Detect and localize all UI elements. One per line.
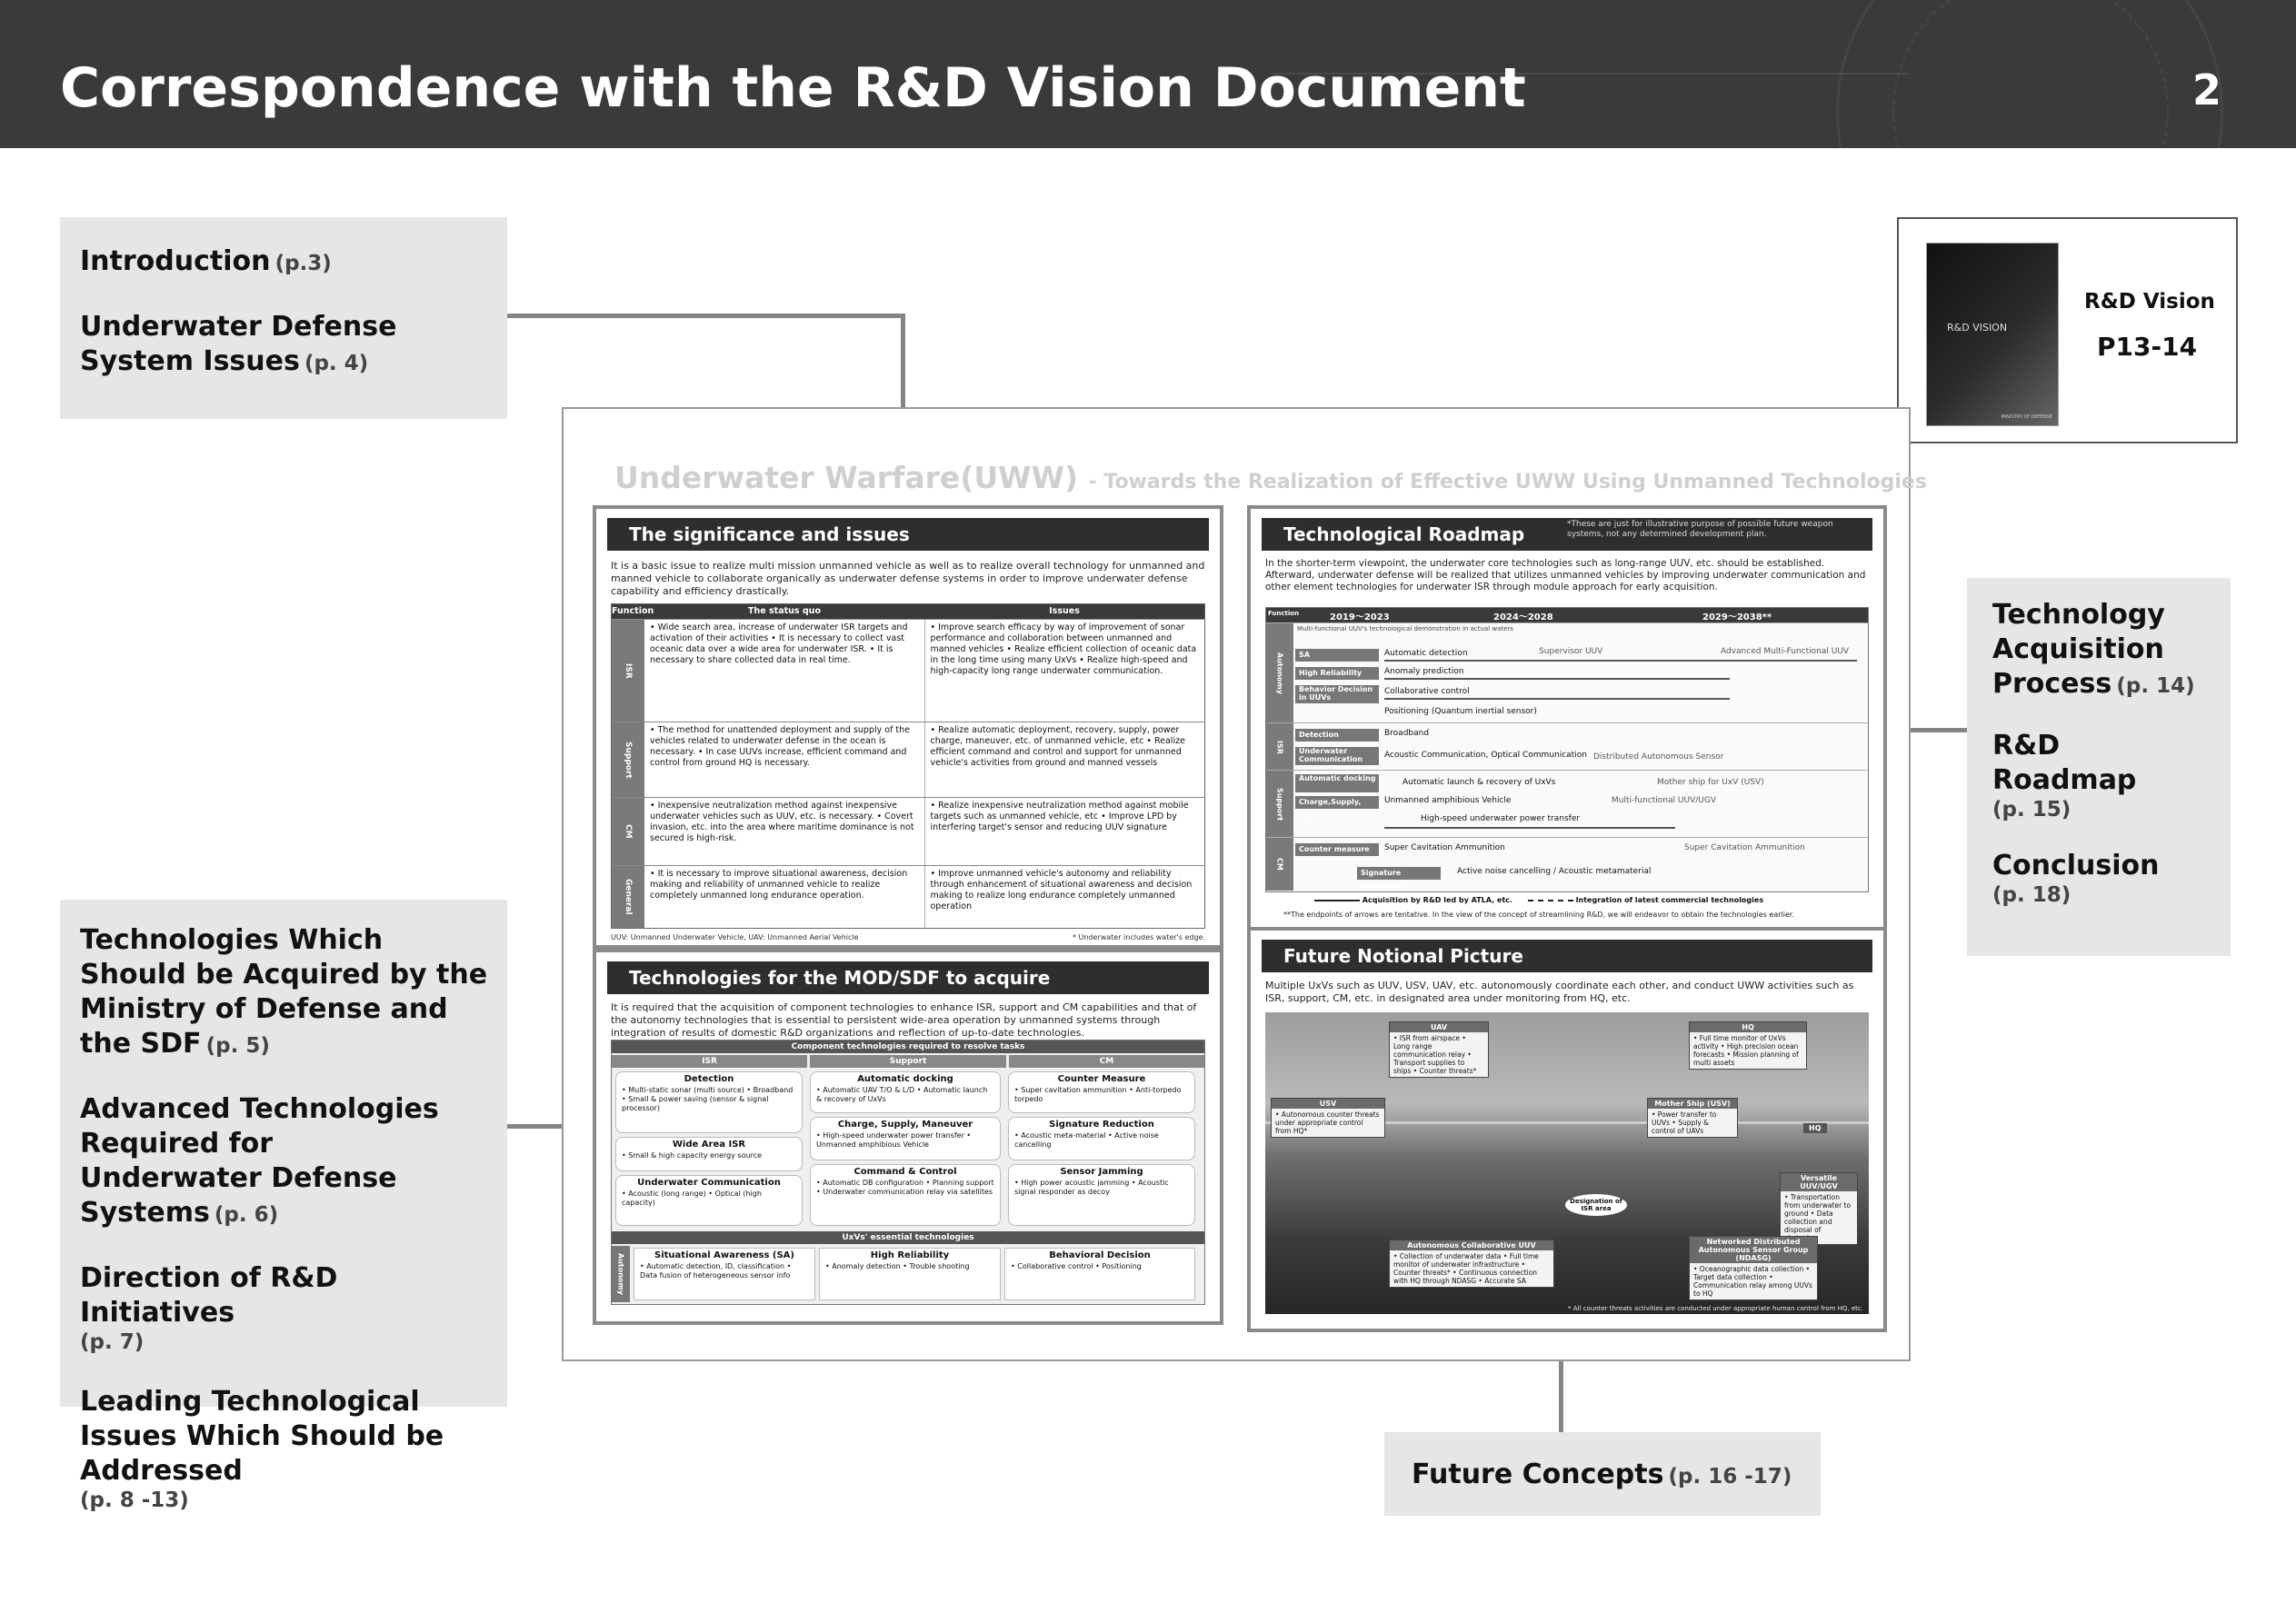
roadmap-label: Automatic docking	[1295, 774, 1379, 792]
roadmap-label: Behavior Decision in UUVs	[1295, 685, 1379, 703]
tech-title: Detection	[684, 1074, 734, 1084]
tech-title: Behavioral Decision	[1049, 1250, 1151, 1260]
tech-title: Underwater Communication	[637, 1178, 781, 1188]
column-header-support: Support	[810, 1055, 1005, 1068]
column-header-isr: ISR	[612, 1055, 807, 1068]
component-technologies	[611, 1040, 1205, 1305]
callout-head: USV	[1272, 1099, 1384, 1109]
entry-pages: (p. 14)	[2116, 674, 2195, 698]
tech-automatic-docking	[810, 1071, 1001, 1113]
roadmap-label: SA	[1295, 649, 1379, 662]
tech-detection	[615, 1071, 803, 1133]
entry-future-concepts[interactable]	[1412, 1458, 1821, 1492]
roadmap-item: Supervisor UUV	[1539, 647, 1603, 656]
callout-usv	[1271, 1098, 1385, 1138]
vision-reference-box	[1897, 217, 2238, 443]
tech-behavioral-decision	[1004, 1248, 1195, 1300]
panel-roadmap	[1247, 505, 1887, 932]
panel-intro: It is required that the acquisition of component technologies to enhance ISR, support and CM capabilities and that of the autonomy technologies that is essential to persistent wide-area operation by unmanned systems through integration of results of domestic R&D organizations and reflection of up-to-date technologies.	[611, 1001, 1197, 1039]
roadmap-arrow	[1384, 827, 1675, 829]
callout-body: • Power transfer to UUVs • Supply & control of UAVs	[1652, 1110, 1717, 1135]
tech-lines: • Automatic UAV T/O & L/D • Automatic launch & recovery of UxVs	[816, 1086, 988, 1103]
callout-head: HQ	[1690, 1022, 1806, 1032]
table-function: General	[612, 866, 644, 928]
tech-lines: • Multi-static sonar (multi source) • Broadband • Small & power saving (sensor & signal processor)	[622, 1086, 794, 1112]
roadmap-item: Mother ship for UxV (USV)	[1657, 778, 1764, 787]
vision-cover-thumbnail[interactable]	[1926, 243, 2059, 426]
callout-autonomous-uuv	[1389, 1240, 1554, 1288]
entry-introduction[interactable]	[80, 244, 487, 279]
roadmap-item: Automatic launch & recovery of UxVs	[1403, 778, 1556, 787]
panel-future	[1247, 927, 1887, 1332]
entry-pages: (p. 18)	[1992, 883, 2071, 907]
roadmap-item: Unmanned amphibious Vehicle	[1384, 796, 1512, 805]
callout-hq	[1689, 1021, 1807, 1070]
tech-title: Signature Reduction	[1049, 1120, 1154, 1130]
tech-lines: • Acoustic (long range) • Optical (high capacity)	[622, 1190, 762, 1207]
tech-counter-measure	[1008, 1071, 1195, 1113]
tech-title: Sensor Jamming	[1060, 1167, 1143, 1177]
tech-high-reliability	[819, 1248, 1001, 1300]
autonomy-label: Autonomy	[612, 1246, 630, 1302]
roadmap-item: Multi-functional UUV's technological demonstration in actual waters	[1297, 625, 1513, 632]
roadmap-item: Advanced Multi-Functional UUV	[1721, 647, 1850, 656]
roadmap-item: Positioning (Quantum inertial sensor)	[1384, 707, 1537, 716]
document-heading-main: Underwater Warfare(UWW)	[614, 460, 1079, 495]
entry-title: Underwater Defense System Issues	[80, 311, 397, 377]
tech-title: Charge, Supply, Maneuver	[837, 1120, 973, 1130]
tech-lines: • Super cavitation ammunition • Anti-torpedo torpedo	[1014, 1086, 1182, 1103]
document-page-image	[562, 407, 1927, 1361]
callout-head: Networked Distributed Autonomous Sensor Group (NDASG)	[1690, 1237, 1817, 1263]
tech-title: Situational Awareness (SA)	[654, 1250, 794, 1260]
component-header: Component technologies required to resolve tasks	[612, 1041, 1204, 1053]
roadmap-label: Counter measure	[1295, 843, 1379, 856]
significance-table	[611, 603, 1205, 929]
tech-lines: • Small & high capacity energy source	[622, 1151, 763, 1160]
column-header-cm: CM	[1009, 1055, 1204, 1068]
legend-solid: Acquisition by R&D led by ATLA, etc.	[1362, 896, 1512, 904]
entry-pages: (p. 7)	[80, 1330, 145, 1354]
table-function: Support	[612, 722, 644, 797]
callout-body: • Collection of underwater data • Full time monitor of underwater infrastructure • Counter threats* • Continuous connection with HQ through NDASG • Accurate SA	[1393, 1252, 1539, 1285]
callout-head: Autonomous Collaborative UUV	[1390, 1240, 1553, 1250]
hq-label: HQ	[1803, 1123, 1827, 1133]
roadmap-item: High-speed underwater power transfer	[1421, 814, 1581, 823]
callout-body: • ISR from airspace • Long range communication relay • Transport supplies to ships • Counter threats*	[1393, 1034, 1477, 1075]
table-cell: • The method for unattended deployment and supply of the vehicles related to underwater defense in the ocean is necessary. • In case UUVs increase, efficient command and control from ground HQ is necessary.	[650, 725, 911, 768]
roadmap-arrow	[1384, 678, 1730, 680]
table-row	[612, 619, 1204, 722]
callout-body: • Transportation from underwater to ground • Data collection and disposal of	[1784, 1193, 1852, 1234]
tech-situational-awareness	[634, 1248, 815, 1300]
roadmap-legend	[1314, 896, 1763, 904]
panel-significance	[593, 505, 1223, 949]
tech-lines: • Acoustic meta-material • Active noise cancelling	[1014, 1131, 1159, 1149]
roadmap-item: Broadband	[1384, 729, 1430, 738]
table-row	[612, 722, 1204, 797]
callout-mother-ship	[1647, 1098, 1738, 1138]
scene-footnote: * All counter threats activities are conducted under appropriate human control from HQ, etc.	[1568, 1305, 1863, 1312]
document-heading-sub: - Towards the Realization of Effective UWW Using Unmanned Technologies	[1088, 471, 1927, 493]
entry-rd-roadmap[interactable]	[1992, 729, 2212, 821]
table-function: ISR	[612, 620, 644, 722]
tech-command-control	[810, 1164, 1001, 1226]
future-scene-illustration	[1265, 1012, 1869, 1314]
table-cell: • It is necessary to improve situational awareness, decision making and reliability of unmanned vehicle to realize completely unmanned long endurance operation.	[650, 869, 908, 901]
table-cell: • Wide search area, increase of underwater ISR targets and activation of their activities • It is necessary to collect vast oceanic data over a wide area for underwater ISR. • It is necessary to share collected data in real time.	[650, 622, 908, 665]
roadmap-item: Multi-functional UUV/UGV	[1612, 796, 1716, 805]
period-label: 2029～2038**	[1702, 612, 1772, 622]
entry-title: Advanced Technologies Required for Underwater Defense Systems	[80, 1093, 439, 1229]
group-label: Autonomy	[1266, 623, 1293, 723]
roadmap-arrow	[1384, 660, 1857, 662]
callout-head: Versatile UUV/UGV	[1781, 1173, 1857, 1191]
section-box-future	[1384, 1432, 1821, 1516]
callout-body: • Oceanographic data collection • Target data collection • Communication relay among UUVs to HQ	[1693, 1265, 1812, 1298]
entry-pages: (p. 16 -17)	[1668, 1465, 1792, 1489]
entry-pages: (p.3)	[275, 252, 332, 275]
entry-pages: (p. 15)	[1992, 798, 2071, 821]
isr-area-label: Designation of ISR area	[1565, 1194, 1627, 1216]
vision-pages: P13-14	[2097, 332, 2198, 362]
entry-technologies-acquired[interactable]	[80, 923, 489, 1061]
entry-pages: (p. 8 -13)	[80, 1489, 189, 1512]
callout-head: UAV	[1390, 1022, 1488, 1032]
table-header	[612, 604, 1204, 619]
tech-lines: • Automatic detection, ID, classification • Data fusion of heterogeneous sensor info	[640, 1262, 792, 1279]
roadmap-item: Active noise cancelling / Acoustic metamaterial	[1457, 867, 1652, 876]
roadmap-item: Anomaly prediction	[1384, 667, 1464, 676]
roadmap-periods	[1266, 608, 1868, 622]
table-header-cell: The status quo	[748, 606, 821, 616]
roadmap-label: Signature Reduction	[1357, 867, 1441, 880]
table-row	[612, 865, 1204, 928]
page-title: Correspondence with the R&D Vision Document	[60, 56, 1526, 120]
roadmap-label: High Reliability	[1295, 667, 1379, 680]
table-cell: • Realize inexpensive neutralization method against mobile targets such as unmanned vehicle, etc • Improve LPD by interfering target's sensor and reducing UUV signature	[924, 798, 1205, 865]
roadmap-item: Acoustic Communication, Optical Communication	[1384, 751, 1587, 760]
entry-pages: (p. 6)	[214, 1203, 279, 1227]
callout-head: Mother Ship (USV)	[1648, 1099, 1737, 1109]
table-function: CM	[612, 798, 644, 865]
tech-wide-area-isr	[615, 1137, 803, 1171]
table-header-cell: Issues	[1049, 606, 1080, 616]
tech-lines: • Anomaly detection • Trouble shooting	[825, 1262, 970, 1270]
roadmap-row-isr	[1266, 722, 1868, 771]
entry-acquisition-process[interactable]	[1992, 598, 2220, 702]
section-box-issues	[60, 217, 507, 419]
roadmap-label: Detection	[1295, 729, 1379, 742]
callout-uav	[1389, 1021, 1489, 1078]
period-label: 2019～2023	[1330, 612, 1390, 622]
legend-dashed: Integration of latest commercial technologies	[1575, 896, 1764, 904]
roadmap-title: Technological Roadmap	[1283, 523, 1525, 545]
group-label: CM	[1266, 838, 1293, 891]
table-row	[612, 797, 1204, 865]
header-decoration-inner	[1892, 0, 2169, 148]
tech-charge-supply	[810, 1117, 1001, 1160]
group-label: ISR	[1266, 723, 1293, 771]
callout-body: • Full time monitor of UxVs activity • High precision ocean forecasts • Mission planning of multi assets	[1693, 1034, 1799, 1067]
roadmap-item: Super Cavitation Ammunition	[1384, 843, 1505, 852]
tech-lines: • High-speed underwater power transfer • Unmanned amphibious Vehicle	[816, 1131, 972, 1149]
panel-intro: It is a basic issue to realize multi mission unmanned vehicle as well as to realize overall technology for unmanned and manned vehicle to collaborate organically as underwater defense systems in order to improve underwater defense capability and efficiency drastically.	[611, 560, 1205, 597]
vision-label: R&D Vision	[2084, 290, 2215, 314]
section-box-technologies	[60, 900, 507, 1512]
panel-title: Future Notional Picture	[1262, 940, 1872, 972]
roadmap-footnote: **The endpoints of arrows are tentative. In the view of the concept of streamlining R&D, we will endeavor to obtain the technologies earlier.	[1283, 911, 1794, 919]
group-label: Support	[1266, 771, 1293, 838]
entry-direction-rd[interactable]	[80, 1261, 462, 1354]
roadmap-item: Distributed Autonomous Sensor	[1593, 752, 1724, 762]
table-footnote-left: UUV: Unmanned Underwater Vehicle, UAV: Unmanned Aerial Vehicle	[611, 933, 859, 941]
roadmap-item: Collaborative control	[1384, 687, 1470, 696]
entry-advanced-technologies[interactable]	[80, 1092, 453, 1230]
roadmap-note: *These are just for illustrative purpose of possible future weapon systems, not any determined development plan.	[1567, 520, 1833, 539]
roadmap-chart	[1265, 607, 1869, 892]
roadmap-arrow	[1384, 698, 1730, 700]
period-label: Function	[1268, 610, 1300, 617]
entry-underwater-issues[interactable]	[80, 310, 480, 379]
document-heading	[614, 460, 1927, 495]
table-footnote-right: * Underwater includes water's edge.	[1072, 933, 1205, 941]
entry-title: Introduction	[80, 245, 271, 277]
callout-ndasg	[1689, 1236, 1818, 1300]
entry-pages: (p. 4)	[304, 352, 369, 375]
tech-title: Automatic docking	[857, 1074, 953, 1084]
roadmap-label: Charge,Supply, Maneuver	[1295, 796, 1379, 809]
tech-lines: • Collaborative control • Positioning	[1011, 1262, 1142, 1270]
entry-title: Direction of R&D Initiatives	[80, 1262, 338, 1329]
essential-header: UxVs' essential technologies	[612, 1231, 1204, 1244]
roadmap-row-autonomy	[1266, 622, 1868, 723]
table-cell: • Improve search efficacy by way of improvement of sonar performance and collaboration between unmanned and manned vehicles • Realize efficient collection of oceanic data in the long time using many UxVs • Realize high-speed and high-capacity long range underwater communication.	[924, 620, 1205, 722]
callout-versatile-uuv	[1780, 1172, 1858, 1245]
tech-underwater-communication	[615, 1175, 803, 1226]
section-box-process	[1967, 578, 2231, 956]
entry-leading-issues[interactable]	[80, 1385, 480, 1512]
entry-title: Technologies Which Should be Acquired by the Ministry of Defense and the SDF	[80, 924, 488, 1060]
period-label: 2024～2028	[1493, 612, 1553, 622]
tech-title: Wide Area ISR	[672, 1140, 746, 1150]
roadmap-label: Underwater Communication	[1295, 747, 1379, 765]
roadmap-item: Super Cavitation Ammunition	[1684, 843, 1805, 852]
callout-body: • Autonomous counter threats under appropriate control from HQ*	[1275, 1110, 1380, 1135]
roadmap-row-support	[1266, 770, 1868, 838]
tech-lines: • High power acoustic jamming • Acoustic signal responder as decoy	[1014, 1179, 1169, 1196]
roadmap-row-cm	[1266, 837, 1868, 891]
panel-intro: In the shorter-term viewpoint, the underwater core technologies such as long-range UUV, etc. should be established. Afterward, underwater defense will be realized that utilizes unmanned vehicles by improving underwater communication and other element technologies for underwater ISR through module approach for early acquisition.	[1265, 558, 1866, 592]
entry-title: R&D Roadmap	[1992, 730, 2137, 796]
table-cell: • Inexpensive neutralization method against inexpensive underwater vehicles such as UUV, etc. is necessary. • Covert invasion, etc. into the area where maritime dominance is not secured is high-risk.	[650, 801, 914, 843]
panel-acquire	[593, 949, 1223, 1325]
table-cell: • Improve unmanned vehicle's autonomy and reliability through enhancement of situational awareness and decision making to realize long endurance completely unmanned operation	[924, 866, 1205, 928]
page-number: 2	[2191, 65, 2221, 115]
tech-title: Command & Control	[854, 1167, 957, 1177]
entry-title: Leading Technological Issues Which Should be Addressed	[80, 1386, 444, 1487]
tech-lines: • Automatic DB configuration • Planning support • Underwater communication relay via satellites	[816, 1179, 994, 1196]
page-header	[0, 0, 2296, 148]
entry-title: Technology Acquisition Process	[1992, 599, 2165, 700]
entry-pages: (p. 5)	[205, 1034, 270, 1058]
tech-signature-reduction	[1008, 1117, 1195, 1160]
cover-title: R&D VISION	[1947, 322, 2008, 334]
tech-title: High Reliability	[870, 1250, 950, 1260]
roadmap-item: Automatic detection	[1384, 649, 1468, 658]
panel-title	[1262, 518, 1872, 551]
entry-title: Future Concepts	[1412, 1459, 1664, 1490]
connector-top-h	[507, 314, 905, 318]
panel-title: The significance and issues	[607, 518, 1209, 551]
table-cell: • Realize automatic deployment, recovery, supply, power charge, maneuver, etc. of unmanned vehicle, etc • Realize efficient command and control and support for unmanned vehicle's activities from ground and manned vessels	[924, 722, 1205, 797]
table-header-cell: Function	[612, 606, 654, 616]
tech-sensor-jamming	[1008, 1164, 1195, 1226]
entry-title: Conclusion	[1992, 850, 2160, 881]
tech-title: Counter Measure	[1057, 1074, 1146, 1084]
entry-conclusion[interactable]	[1992, 849, 2212, 907]
cover-footer: MINISTRY OF DEFENSE	[2001, 414, 2052, 420]
panel-title: Technologies for the MOD/SDF to acquire	[607, 961, 1209, 994]
panel-intro: Multiple UxVs such as UUV, USV, UAV, etc. autonomously coordinate each other, and conduct UWW activities such as ISR, support, CM, etc. in designated area under monitoring from HQ, etc.	[1265, 980, 1854, 1004]
